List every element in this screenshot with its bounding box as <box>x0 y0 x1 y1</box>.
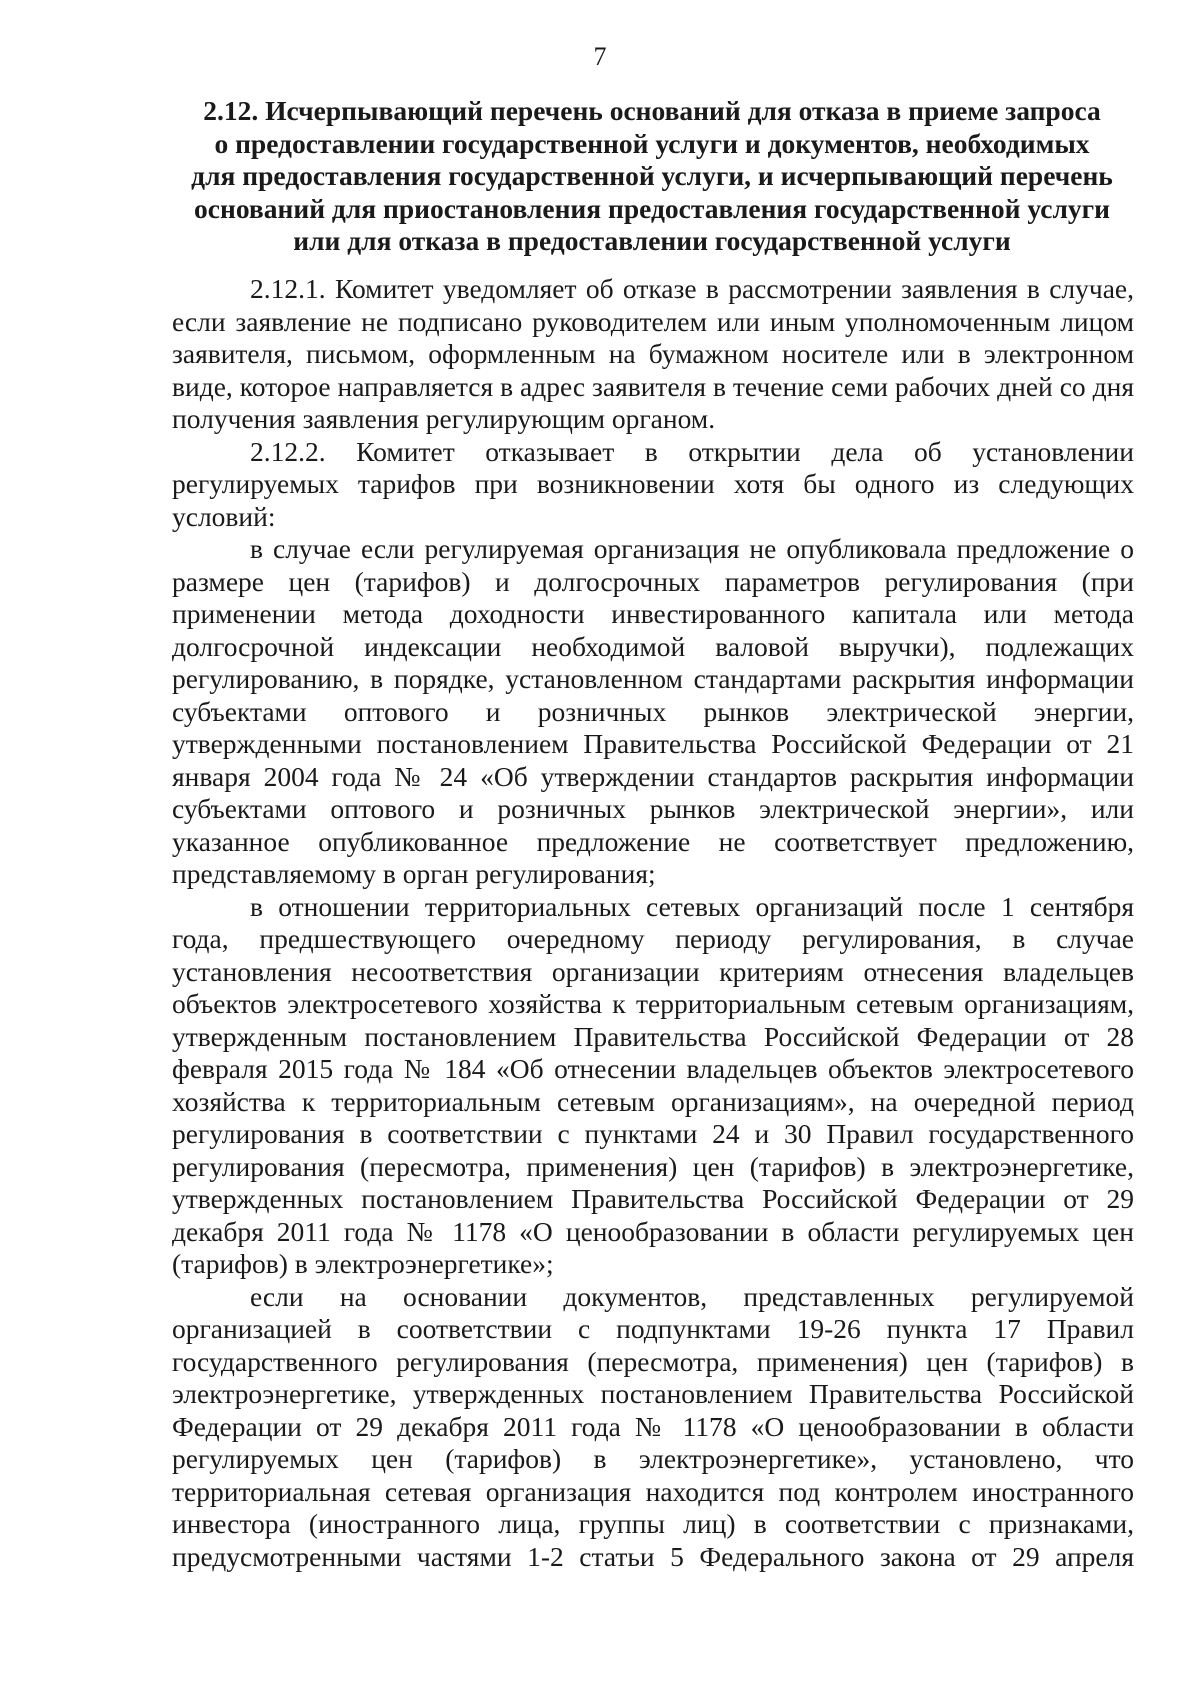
heading-line: оснований для приостановления предоставления государственной услуги <box>194 192 1110 224</box>
paragraph-condition-publication: в случае если регулируемая организация не опубликовала предложение о размере цен (тарифов) и долгосрочных параметров регулирования (при применении метода доходности инвестированного капитала или метода долгосрочной индексации необходимой валовой выручки), подлежащих регулированию, в порядке, установленном стандартами раскрытия информации субъектами оптового и розничных рынков электрической энергии, утвержденными постановлением Правительства Российской Федерации от 21 января 2004 года № 24 «Об утверждении стандартов раскрытия информации субъектами оптового и розничных рынков электрической энергии», или указанное опубликованное предложение не соответствует предложению, представляемому в орган регулирования; <box>172 533 1134 889</box>
paragraph-2-12-1: 2.12.1. Комитет уведомляет об отказе в рассмотрении заявления в случае, если заявление не подписано руководителем или иным уполномоченным лицом заявителя, письмом, оформленным на бумажном носителе или в электронном виде, которое направляется в адрес заявителя в течение семи рабочих дней со дня получения заявления регулирующим органом. <box>172 273 1134 434</box>
paragraph-condition-network-criteria: в отношении территориальных сетевых организаций после 1 сентября года, предшествующего очередному периоду регулирования, в случае установления несоответствия организации критериям отнесения владельцев объектов электросетевого хозяйства к территориальным сетевым организациям, утвержденным постановлением Правительства Российской Федерации от 28 февраля 2015 года № 184 «Об отнесении владельцев объектов электросетевого хозяйства к территориальным сетевым организациям», на очередной период регулирования в соответствии с пунктами 24 и 30 Правил государственного регулирования (пересмотра, применения) цен (тарифов) в электроэнергетике, утвержденных постановлением Правительства Российской Федерации от 29 декабря 2011 года № 1178 «О ценообразовании в области регулируемых цен (тарифов) в электроэнергетике»; <box>172 890 1134 1279</box>
document-body <box>172 273 1134 1573</box>
section-heading <box>168 95 1136 258</box>
paragraph-2-12-2: 2.12.2. Комитет отказывает в открытии дела об установлении регулируемых тарифов при возникновении хотя бы одного из следующих условий: <box>172 435 1134 532</box>
heading-line: о предоставлении государственной услуги и документов, необходимых <box>214 127 1090 159</box>
heading-line: или для отказа в предоставлении государственной услуги <box>293 225 1011 256</box>
paragraph-condition-foreign-control: если на основании документов, представленных регулируемой организацией в соответствии с подпунктами 19-26 пункта 17 Правил государственного регулирования (пересмотра, применения) цен (тарифов) в электроэнергетике, утвержденных постановлением Правительства Российской Федерации от 29 декабря 2011 года № 1178 «О ценообразовании в области регулируемых цен (тарифов) в электроэнергетике», установлено, что территориальная сетевая организация находится под контролем иностранного инвестора (иностранного лица, группы лиц) в соответствии с признаками, предусмотренными частями 1-2 статьи 5 Федерального закона от 29 апреля <box>172 1280 1134 1572</box>
page-number: 7 <box>593 42 607 71</box>
heading-line: для предоставления государственной услуги, и исчерпывающий перечень <box>191 160 1113 191</box>
heading-line: 2.12. Исчерпывающий перечень оснований для отказа в приеме запроса <box>203 95 1101 126</box>
